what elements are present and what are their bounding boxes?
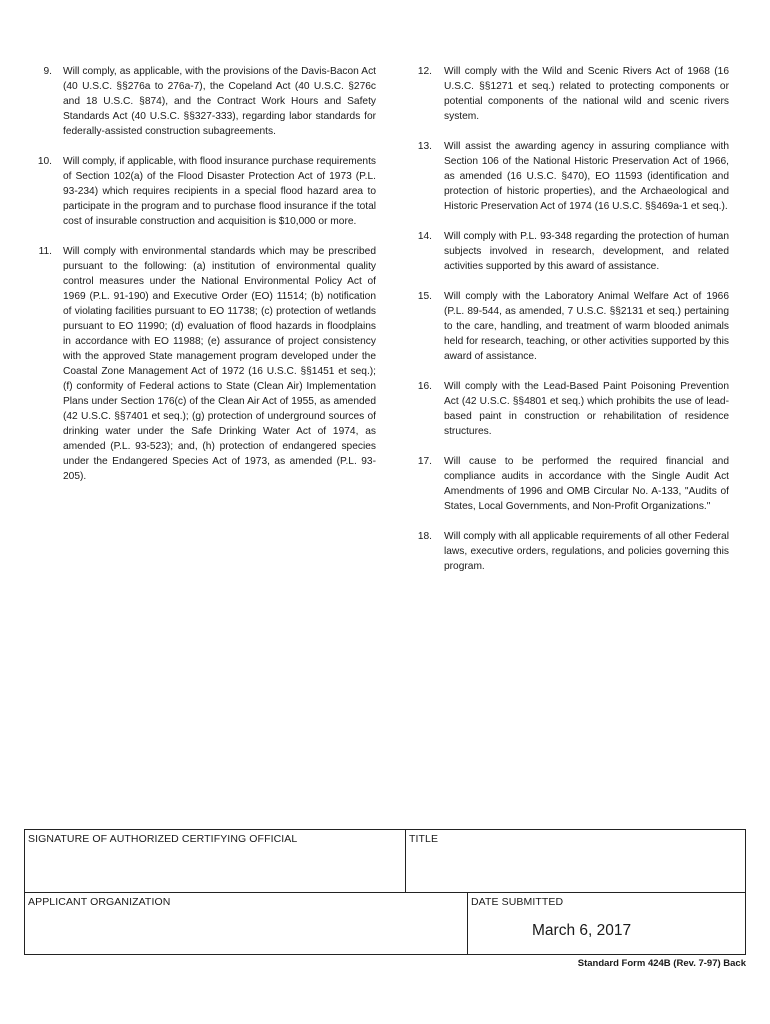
item-number: 13. bbox=[417, 141, 432, 152]
list-item-13 bbox=[410, 139, 729, 214]
title-label: TITLE bbox=[409, 833, 439, 845]
item-number: 12. bbox=[417, 66, 432, 77]
date-submitted-field[interactable] bbox=[468, 893, 745, 954]
item-text: Will comply with all applicable requirements of all other Federal laws, executive orders, regulations, and policies governing this program. bbox=[444, 531, 729, 572]
applicant-organization-field[interactable] bbox=[25, 893, 468, 954]
list-item-16 bbox=[410, 379, 729, 439]
item-text: Will comply, as applicable, with the provisions of the Davis-Bacon Act (40 U.S.C. §§276a to 276a-7), the Copeland Act (40 U.S.C. §276c and 18 U.S.C. §874), and the Contract Work Hours and Safety Standards Act (40 U.S.C. §§327-333), regarding labor standards for federally-assisted construction subagreements. bbox=[63, 66, 376, 137]
list-item-10 bbox=[30, 154, 376, 229]
item-text: Will comply with the Lead-Based Paint Poisoning Prevention Act (42 U.S.C. §§4801 et seq.) which prohibits the use of lead-based paint in construction or rehabilitation of residence structures. bbox=[444, 381, 729, 437]
item-text: Will cause to be performed the required financial and compliance audits in accordance with the Single Audit Act Amendments of 1996 and OMB Circular No. A-133, "Audits of States, Local Governments, and Non-Profit Organizations." bbox=[444, 456, 729, 512]
item-number: 17. bbox=[417, 456, 432, 467]
signature-label: SIGNATURE OF AUTHORIZED CERTIFYING OFFICIAL bbox=[28, 833, 298, 845]
signature-field[interactable] bbox=[25, 830, 406, 893]
date-submitted-value: March 6, 2017 bbox=[532, 922, 632, 939]
item-number: 16. bbox=[417, 381, 432, 392]
item-text: Will comply with P.L. 93-348 regarding the protection of human subjects involved in research, development, and related activities supported by this award of assistance. bbox=[444, 231, 729, 272]
list-item-9 bbox=[30, 64, 376, 139]
item-number: 11. bbox=[38, 246, 52, 257]
title-field[interactable] bbox=[406, 830, 745, 893]
item-number: 10. bbox=[37, 156, 52, 167]
list-item-18 bbox=[410, 529, 729, 574]
item-number: 14. bbox=[417, 231, 432, 242]
item-number: 15. bbox=[417, 291, 432, 302]
left-column bbox=[30, 64, 376, 484]
form-footer: Standard Form 424B (Rev. 7-97) Back bbox=[577, 958, 746, 969]
item-text: Will comply with environmental standards which may be prescribed pursuant to the following: (a) institution of environmental quality control measures under the National Environmental Policy Act of 1969 (P.L. 91-190) and Executive Order (EO) 11514; (b) notification of violating facilities pursuant to EO 11738; (c) protection of wetlands pursuant to EO 11990; (d) evaluation of flood hazards in floodplains in accordance with EO 11988; (e) assurance of project consistency with the approved State management program developed under the Coastal Zone Management Act of 1972 (16 U.S.C. §§1451 et seq.); (f) conformity of Federal actions to State (Clean Air) Implementation Plans under Section 176(c) of the Clean Air Act of 1955, as amended (42 U.S.C. §§7401 et seq.); (g) protection of underground sources of drinking water under the Safe Drinking Water Act of 1974, as amended (P.L. 93-523); and, (h) protection of endangered species under the Endangered Species Act of 1973, as amended (P.L. 93-205). bbox=[63, 246, 376, 482]
list-item-15 bbox=[410, 289, 729, 364]
item-number: 18. bbox=[417, 531, 432, 542]
signature-box bbox=[24, 829, 746, 955]
list-item-17 bbox=[410, 454, 729, 514]
list-item-14 bbox=[410, 229, 729, 274]
right-column bbox=[410, 64, 729, 574]
date-submitted-label: DATE SUBMITTED bbox=[471, 896, 564, 908]
item-text: Will comply with the Wild and Scenic Rivers Act of 1968 (16 U.S.C. §§1271 et seq.) related to protecting components or potential components of the national wild and scenic rivers system. bbox=[444, 66, 729, 122]
list-item-11 bbox=[30, 244, 376, 484]
applicant-organization-label: APPLICANT ORGANIZATION bbox=[28, 896, 171, 908]
list-item-12 bbox=[410, 64, 729, 124]
item-text: Will comply, if applicable, with flood insurance purchase requirements of Section 102(a) of the Flood Disaster Protection Act of 1973 (P.L. 93-234) which requires recipients in a special flood hazard area to participate in the program and to purchase flood insurance if the total cost of insurable construction and acquisition is $10,000 or more. bbox=[63, 156, 376, 227]
item-number: 9. bbox=[43, 66, 52, 77]
item-text: Will assist the awarding agency in assuring compliance with Section 106 of the National Historic Preservation Act of 1966, as amended (16 U.S.C. §470), EO 11593 (identification and protection of historic properties), and the Archaeological and Historic Preservation Act of 1974 (16 U.S.C. §§469a-1 et seq.). bbox=[444, 141, 729, 212]
item-text: Will comply with the Laboratory Animal Welfare Act of 1966 (P.L. 89-544, as amended, 7 U.S.C. §§2131 et seq.) pertaining to the care, handling, and treatment of warm blooded animals held for research, teaching, or other activities supported by this award of assistance. bbox=[444, 291, 729, 362]
